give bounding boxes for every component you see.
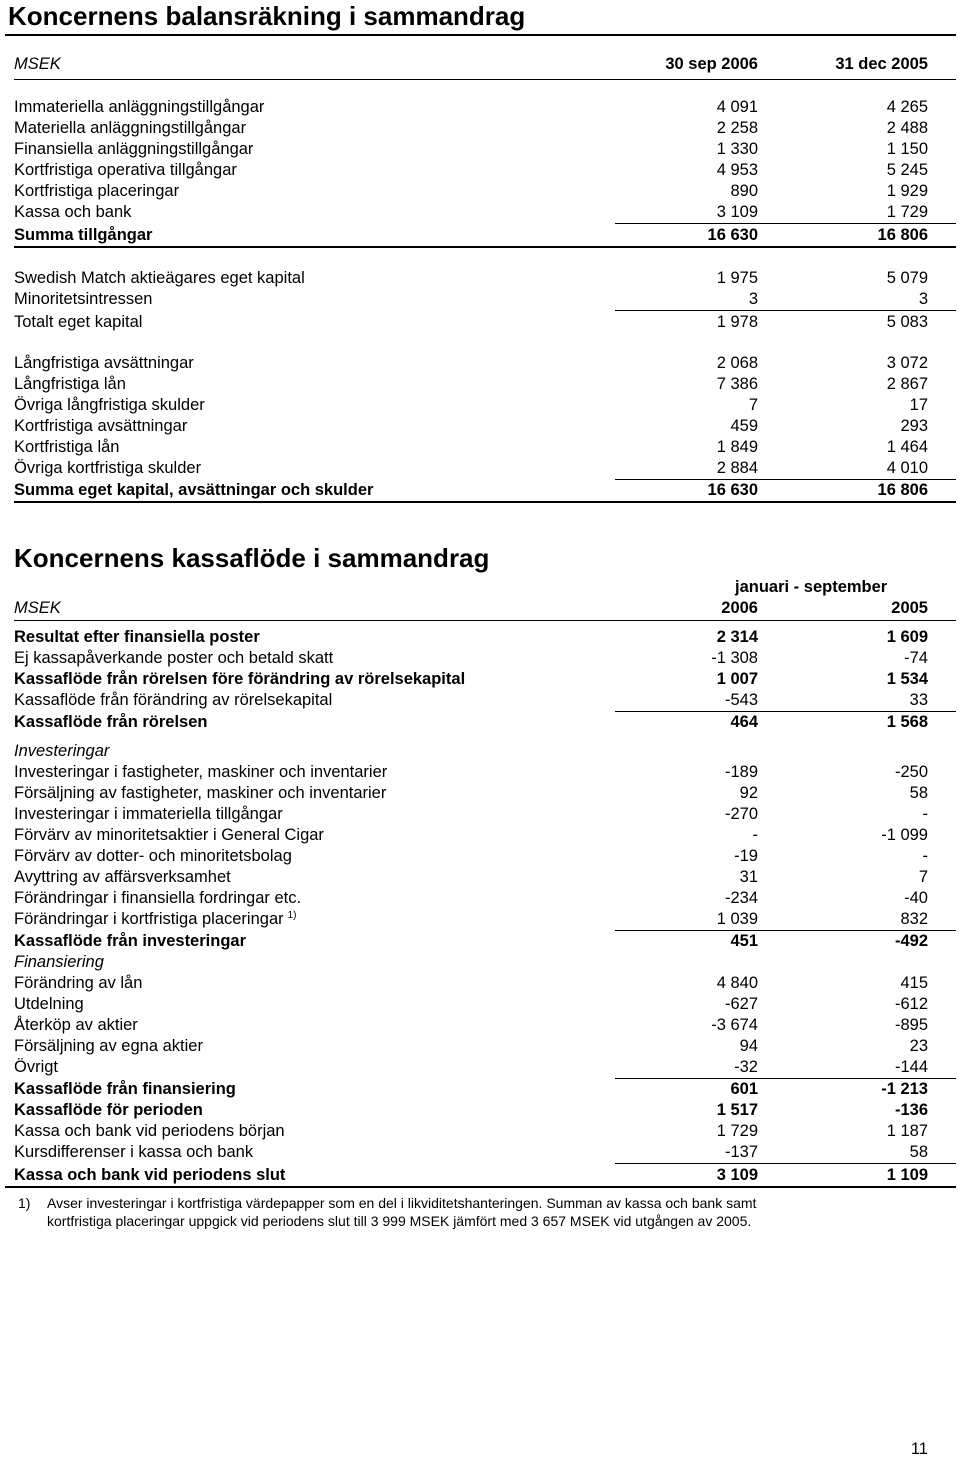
table-row <box>14 312 956 333</box>
divider <box>615 310 956 311</box>
row-value-2006: -627 <box>724 995 758 1013</box>
table-row <box>14 825 956 846</box>
row-value-2006: 1 729 <box>716 1122 758 1140</box>
row-value-2005: 17 <box>909 396 928 414</box>
row-label: Förändring av lån <box>14 974 143 992</box>
row-label: Kassa och bank vid periodens början <box>14 1122 285 1140</box>
table-row <box>14 289 956 310</box>
row-value-2005: 1 729 <box>886 203 928 221</box>
table-row <box>14 139 956 160</box>
row-value-2006: 459 <box>730 417 758 435</box>
row-value-2006: -1 308 <box>711 649 758 667</box>
row-label: Försäljning av fastigheter, maskiner och inventarier <box>14 784 387 802</box>
table-row <box>14 268 956 289</box>
table-row <box>14 783 956 804</box>
row-label: Investeringar <box>14 742 110 760</box>
row-label: Kassa och bank vid periodens slut <box>14 1166 286 1184</box>
row-value-2005: 1 929 <box>886 182 928 200</box>
row-value-2005: 5 079 <box>886 269 928 287</box>
divider <box>615 1163 956 1164</box>
table-row <box>14 846 956 867</box>
row-value-2005: 2 488 <box>886 119 928 137</box>
table-row <box>14 690 956 711</box>
row-label: Övriga kortfristiga skulder <box>14 459 202 477</box>
divider <box>14 501 956 503</box>
row-value-2006: 1 849 <box>716 438 758 456</box>
row-value-2006: 2 068 <box>716 354 758 372</box>
row-value-2006: 4 840 <box>716 974 758 992</box>
divider <box>14 79 956 80</box>
table-row <box>14 648 956 669</box>
row-label: Kassaflöde från rörelsen <box>14 713 208 731</box>
balance-title: Koncernens balansräkning i sammandrag <box>5 0 956 36</box>
row-value-2006: 31 <box>739 868 758 886</box>
row-value-2005: - <box>922 847 928 865</box>
cashflow-period-row <box>14 577 956 598</box>
cashflow-col1-header: 2006 <box>721 599 758 617</box>
row-value-2005: 16 806 <box>877 226 928 244</box>
row-label: Investeringar i fastigheter, maskiner och inventarier <box>14 763 388 781</box>
row-value-2006: 1 975 <box>716 269 758 287</box>
footnote-line-1: Avser investeringar i kortfristiga värdepapper som en del i likviditetshanteringen. Summan av kassa och bank samt <box>47 1195 757 1211</box>
table-row <box>14 353 956 374</box>
row-value-2005: -250 <box>894 763 928 781</box>
cashflow-period: januari - september <box>735 578 888 596</box>
row-value-2005: -1 213 <box>881 1080 928 1098</box>
section-label <box>14 952 956 973</box>
table-row-total <box>14 1165 956 1186</box>
row-value-2005: 58 <box>909 784 928 802</box>
table-row <box>14 1100 956 1121</box>
divider <box>615 223 956 224</box>
row-label: Kassaflöde från finansiering <box>14 1080 236 1098</box>
table-row <box>14 395 956 416</box>
row-label: Summa eget kapital, avsättningar och skulder <box>14 481 374 499</box>
row-value-2006: 94 <box>739 1037 758 1055</box>
table-row <box>14 458 956 479</box>
row-value-2005: 293 <box>900 417 928 435</box>
row-value-2005: 415 <box>900 974 928 992</box>
cashflow-col2-header: 2005 <box>891 599 928 617</box>
table-row <box>14 804 956 825</box>
balance-col2-header: 31 dec 2005 <box>835 55 928 73</box>
table-row <box>14 973 956 994</box>
row-label: Förändringar i finansiella fordringar etc. <box>14 889 302 907</box>
row-label: Övrigt <box>14 1058 59 1076</box>
row-value-2005: -1 099 <box>881 826 928 844</box>
row-label: Immateriella anläggningstillgångar <box>14 98 265 116</box>
table-row <box>14 437 956 458</box>
row-value-2005: 1 568 <box>886 713 928 731</box>
divider <box>14 246 956 248</box>
row-value-2005: 832 <box>900 910 928 928</box>
table-row <box>14 1142 956 1163</box>
row-value-2005: -612 <box>894 995 928 1013</box>
row-label: Summa tillgångar <box>14 226 153 244</box>
row-value-2005: 3 <box>918 290 928 308</box>
row-label: Finansiering <box>14 953 104 971</box>
row-label: Kassaflöde från rörelsen före förändring av rörelsekapital <box>14 670 466 688</box>
row-value-2005: 1 609 <box>886 628 928 646</box>
row-value-2006: 4 091 <box>716 98 758 116</box>
table-row <box>14 1057 956 1078</box>
row-label: Kortfristiga avsättningar <box>14 417 188 435</box>
row-value-2005: 5 083 <box>886 313 928 331</box>
row-label: Försäljning av egna aktier <box>14 1037 203 1055</box>
row-value-2006: 451 <box>730 932 758 950</box>
row-value-2005: 4 010 <box>886 459 928 477</box>
table-row <box>14 669 956 690</box>
row-label: Finansiella anläggningstillgångar <box>14 140 254 158</box>
row-label: Ej kassapåverkande poster och betald skatt <box>14 649 334 667</box>
table-row <box>14 762 956 783</box>
row-value-2006: 890 <box>730 182 758 200</box>
row-value-2005: -144 <box>894 1058 928 1076</box>
table-row <box>14 416 956 437</box>
row-label: Långfristiga lån <box>14 375 126 393</box>
row-value-2006: 92 <box>739 784 758 802</box>
row-value-2006: 16 630 <box>707 226 758 244</box>
table-row <box>14 888 956 909</box>
row-value-2005: 1 187 <box>886 1122 928 1140</box>
row-value-2005: 1 464 <box>886 438 928 456</box>
row-value-2006: 464 <box>730 713 758 731</box>
row-value-2006: 1 007 <box>716 670 758 688</box>
row-label: Kursdifferenser i kassa och bank <box>14 1143 254 1161</box>
row-label: Totalt eget kapital <box>14 313 143 331</box>
row-label: Långfristiga avsättningar <box>14 354 194 372</box>
row-value-2006: 1 330 <box>716 140 758 158</box>
row-value-2005: 58 <box>909 1143 928 1161</box>
table-row <box>14 97 956 118</box>
table-row <box>14 374 956 395</box>
row-value-2005: 33 <box>909 691 928 709</box>
row-value-2005: -136 <box>894 1101 928 1119</box>
divider <box>14 620 956 621</box>
row-value-2005: 23 <box>909 1037 928 1055</box>
table-row <box>14 1036 956 1057</box>
row-label: Förvärv av minoritetsaktier i General Cigar <box>14 826 324 844</box>
row-label: Återköp av aktier <box>14 1016 138 1034</box>
row-value-2006: 4 953 <box>716 161 758 179</box>
row-label: Kortfristiga placeringar <box>14 182 180 200</box>
row-value-2005: - <box>922 805 928 823</box>
row-value-2005: 1 109 <box>886 1166 928 1184</box>
row-value-2006: -137 <box>724 1143 758 1161</box>
row-value-2005: -40 <box>904 889 928 907</box>
table-row-total <box>14 225 956 246</box>
row-label: Kassa och bank <box>14 203 132 221</box>
table-row <box>14 202 956 223</box>
cashflow-unit: MSEK <box>14 599 61 617</box>
row-label: Minoritetsintressen <box>14 290 153 308</box>
row-label: Utdelning <box>14 995 84 1013</box>
row-value-2006: - <box>752 826 758 844</box>
row-label: Förvärv av dotter- och minoritetsbolag <box>14 847 292 865</box>
row-value-2006: 2 884 <box>716 459 758 477</box>
row-value-2006: -234 <box>724 889 758 907</box>
row-value-2006: 3 <box>748 290 758 308</box>
row-value-2005: -74 <box>904 649 928 667</box>
row-value-2006: 1 039 <box>716 910 758 928</box>
row-value-2005: 3 072 <box>886 354 928 372</box>
table-row <box>14 1079 956 1100</box>
table-row <box>14 931 956 952</box>
row-value-2005: 7 <box>918 868 928 886</box>
row-value-2005: -895 <box>894 1016 928 1034</box>
row-value-2006: -3 674 <box>711 1016 758 1034</box>
divider <box>5 1186 956 1188</box>
table-row <box>14 994 956 1015</box>
table-row <box>14 867 956 888</box>
row-label <box>14 909 297 930</box>
row-value-2006: -189 <box>724 763 758 781</box>
row-value-2005: 4 265 <box>886 98 928 116</box>
row-value-2006: 2 258 <box>716 119 758 137</box>
row-value-2006: 16 630 <box>707 481 758 499</box>
row-label: Resultat efter finansiella poster <box>14 628 260 646</box>
row-value-2006: -270 <box>724 805 758 823</box>
row-value-2005: 1 534 <box>886 670 928 688</box>
footnote-marker: 1) <box>18 1195 31 1211</box>
row-value-2006: 2 314 <box>716 628 758 646</box>
table-row <box>14 160 956 181</box>
table-row <box>14 712 956 733</box>
table-row <box>14 118 956 139</box>
row-value-2006: 1 517 <box>716 1101 758 1119</box>
row-value-2006: -32 <box>734 1058 758 1076</box>
row-label: Kortfristiga operativa tillgångar <box>14 161 237 179</box>
row-value-2005: -492 <box>894 932 928 950</box>
section-label <box>14 741 956 762</box>
row-label: Kassaflöde från investeringar <box>14 932 246 950</box>
footnote-ref: 1) <box>287 910 297 921</box>
table-row-total <box>14 480 956 501</box>
row-value-2006: 3 109 <box>716 203 758 221</box>
row-label-text: Förändringar i kortfristiga placeringar <box>14 910 284 928</box>
row-value-2006: -19 <box>734 847 758 865</box>
row-value-2006: 3 109 <box>716 1166 758 1184</box>
row-value-2006: -543 <box>724 691 758 709</box>
row-value-2005: 16 806 <box>877 481 928 499</box>
cashflow-title: Koncernens kassaflöde i sammandrag <box>14 543 490 573</box>
row-value-2005: 1 150 <box>886 140 928 158</box>
table-row <box>14 1015 956 1036</box>
cashflow-header-row <box>14 598 956 619</box>
balance-header-row <box>14 54 956 75</box>
balance-unit: MSEK <box>14 55 61 73</box>
row-label: Swedish Match aktieägares eget kapital <box>14 269 305 287</box>
balance-col1-header: 30 sep 2006 <box>665 55 758 73</box>
row-value-2005: 5 245 <box>886 161 928 179</box>
page-number: 11 <box>910 1440 928 1458</box>
row-label: Avyttring av affärsverksamhet <box>14 868 231 886</box>
table-row <box>14 181 956 202</box>
row-value-2005: 2 867 <box>886 375 928 393</box>
table-row <box>14 1121 956 1142</box>
row-label: Investeringar i immateriella tillgångar <box>14 805 283 823</box>
row-value-2006: 601 <box>730 1080 758 1098</box>
footnote-line-2: kortfristiga placeringar uppgick vid periodens slut till 3 999 MSEK jämfört med 3 657 MSEK vid utgången av 2005. <box>47 1213 752 1229</box>
table-row <box>14 627 956 648</box>
row-label: Övriga långfristiga skulder <box>14 396 205 414</box>
row-value-2006: 7 <box>748 396 758 414</box>
row-value-2006: 1 978 <box>716 313 758 331</box>
row-label: Kassaflöde för perioden <box>14 1101 203 1119</box>
row-label: Materiella anläggningstillgångar <box>14 119 247 137</box>
row-label: Kortfristiga lån <box>14 438 120 456</box>
table-row <box>14 909 956 930</box>
row-label: Kassaflöde från förändring av rörelsekapital <box>14 691 333 709</box>
row-value-2006: 7 386 <box>716 375 758 393</box>
